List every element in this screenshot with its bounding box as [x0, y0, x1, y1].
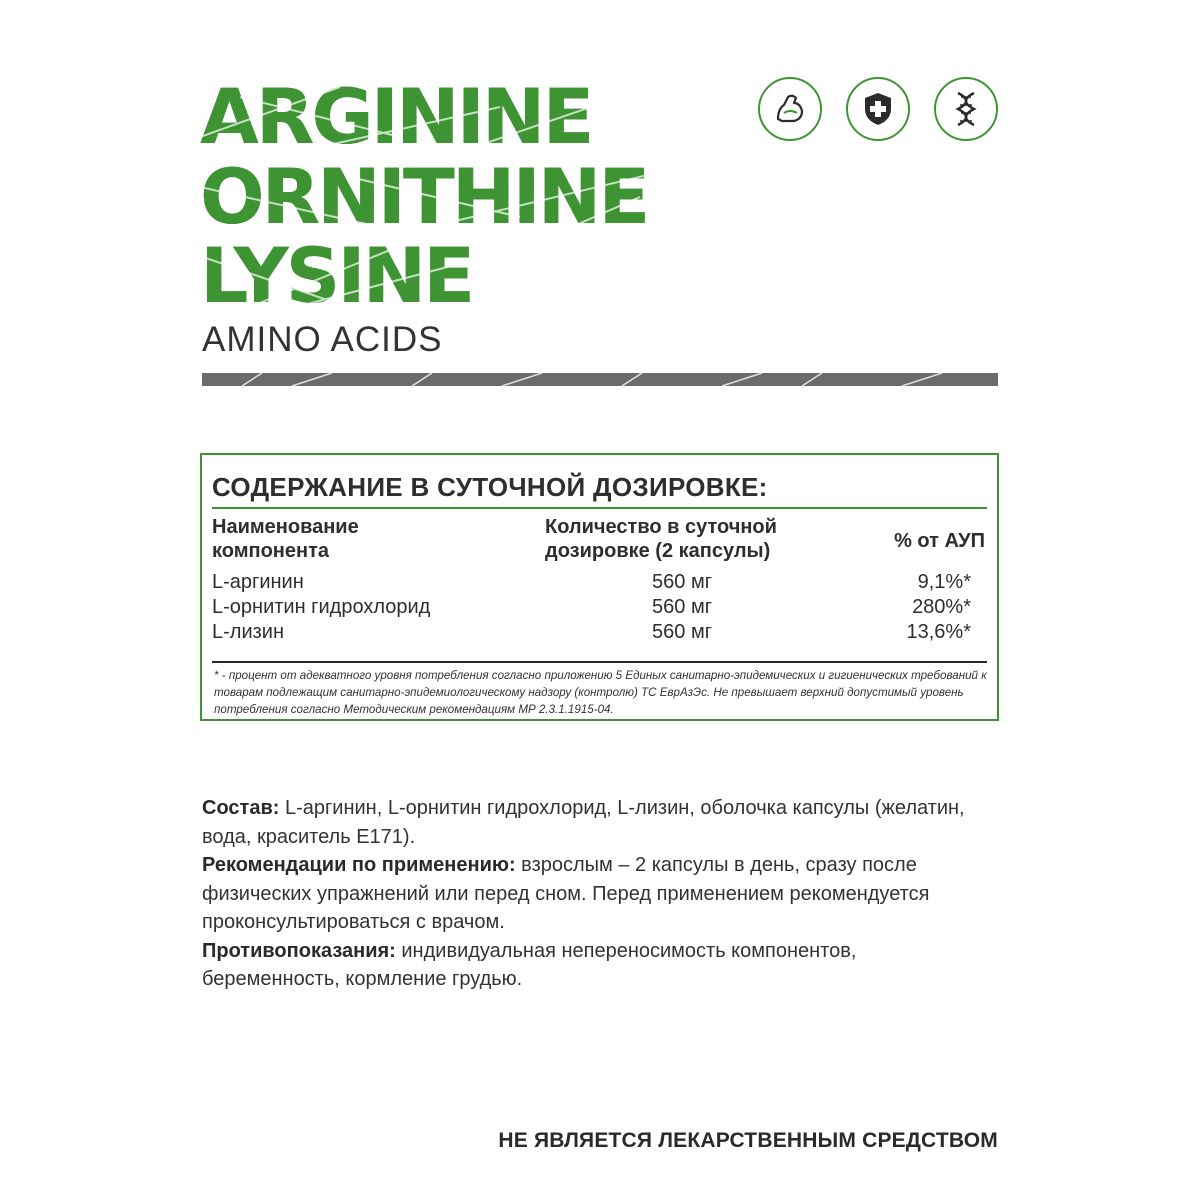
- composition-label: Состав:: [202, 797, 280, 819]
- table-row: [212, 621, 971, 647]
- usage-label: Рекомендации по применению:: [202, 854, 516, 876]
- ingredient-name: L-лизин: [212, 621, 285, 643]
- column-header-percent: % от АУП: [894, 530, 985, 552]
- title-line-1-text: ARGININE: [200, 72, 592, 161]
- daily-dose-panel: [200, 453, 999, 721]
- decorative-stripe: [202, 373, 998, 386]
- flexed-arm-icon: [758, 77, 822, 141]
- panel-divider: [212, 507, 987, 509]
- column-header-quantity: Количество в суточной дозировке (2 капсулы): [545, 516, 777, 562]
- product-subtitle: AMINO ACIDS: [202, 320, 443, 359]
- stripe-texture-decoration: [202, 373, 998, 386]
- ingredient-quantity: 560 мг: [652, 596, 712, 618]
- dna-icon: [934, 77, 998, 141]
- ingredient-quantity: 560 мг: [652, 621, 712, 643]
- shield-cross-icon: [846, 77, 910, 141]
- contraindications-paragraph: [202, 937, 992, 994]
- table-row: [212, 596, 971, 622]
- contraindications-text: индивидуальная непереносимость компонентов, беременность, кормление грудью.: [202, 939, 857, 990]
- ingredient-percent: 280%*: [912, 596, 971, 618]
- benefit-icons: [758, 77, 998, 141]
- column-header-name: Наименование компонента: [212, 516, 359, 562]
- usage-paragraph: [202, 851, 992, 937]
- title-line-3-text: LYSINE: [200, 231, 473, 320]
- product-title-line-2: [200, 152, 648, 241]
- ingredient-percent: 13,6%*: [906, 621, 971, 643]
- composition-paragraph: [202, 794, 992, 851]
- contraindications-label: Противопоказания:: [202, 939, 396, 962]
- product-title-line-3: [200, 231, 473, 320]
- ingredient-name: L-орнитин гидрохлорид: [212, 596, 431, 618]
- not-medicine-disclaimer: НЕ ЯВЛЯЕТСЯ ЛЕКАРСТВЕННЫМ СРЕДСТВОМ: [498, 1129, 998, 1152]
- product-title-line-1: [200, 72, 592, 161]
- ingredient-quantity: 560 мг: [652, 571, 712, 593]
- product-info-block: [202, 794, 992, 994]
- footnote-divider: [212, 661, 987, 663]
- title-line-2-text: ORNITHINE: [200, 152, 648, 241]
- composition-text: L-аргинин, L-орнитин гидрохлорид, L-лизин, оболочка капсулы (желатин, вода, краситель E171).: [202, 797, 965, 848]
- table-footnote: * - процент от адекватного уровня потребления согласно приложению 5 Единых санитарно-эпидемических и гигиенических требований к товарам подлежащим санитарно-эпидемиологическому надзору (контролю) ТС ЕврАзЭс. Не превышает верхний допустимый уровень потребления согласно Методическим рекомендациям МР 2.3.1.1915-04.: [214, 669, 987, 716]
- ingredient-percent: 9,1%*: [917, 571, 971, 593]
- usage-text: взрослым – 2 капсулы в день, сразу после физических упражнений или перед сном. Перед применением рекомендуется проконсультироваться с врачом.: [202, 854, 930, 933]
- ingredient-name: L-аргинин: [212, 571, 304, 593]
- table-row: [212, 571, 971, 597]
- daily-dose-title: СОДЕРЖАНИЕ В СУТОЧНОЙ ДОЗИРОВКЕ:: [212, 472, 768, 502]
